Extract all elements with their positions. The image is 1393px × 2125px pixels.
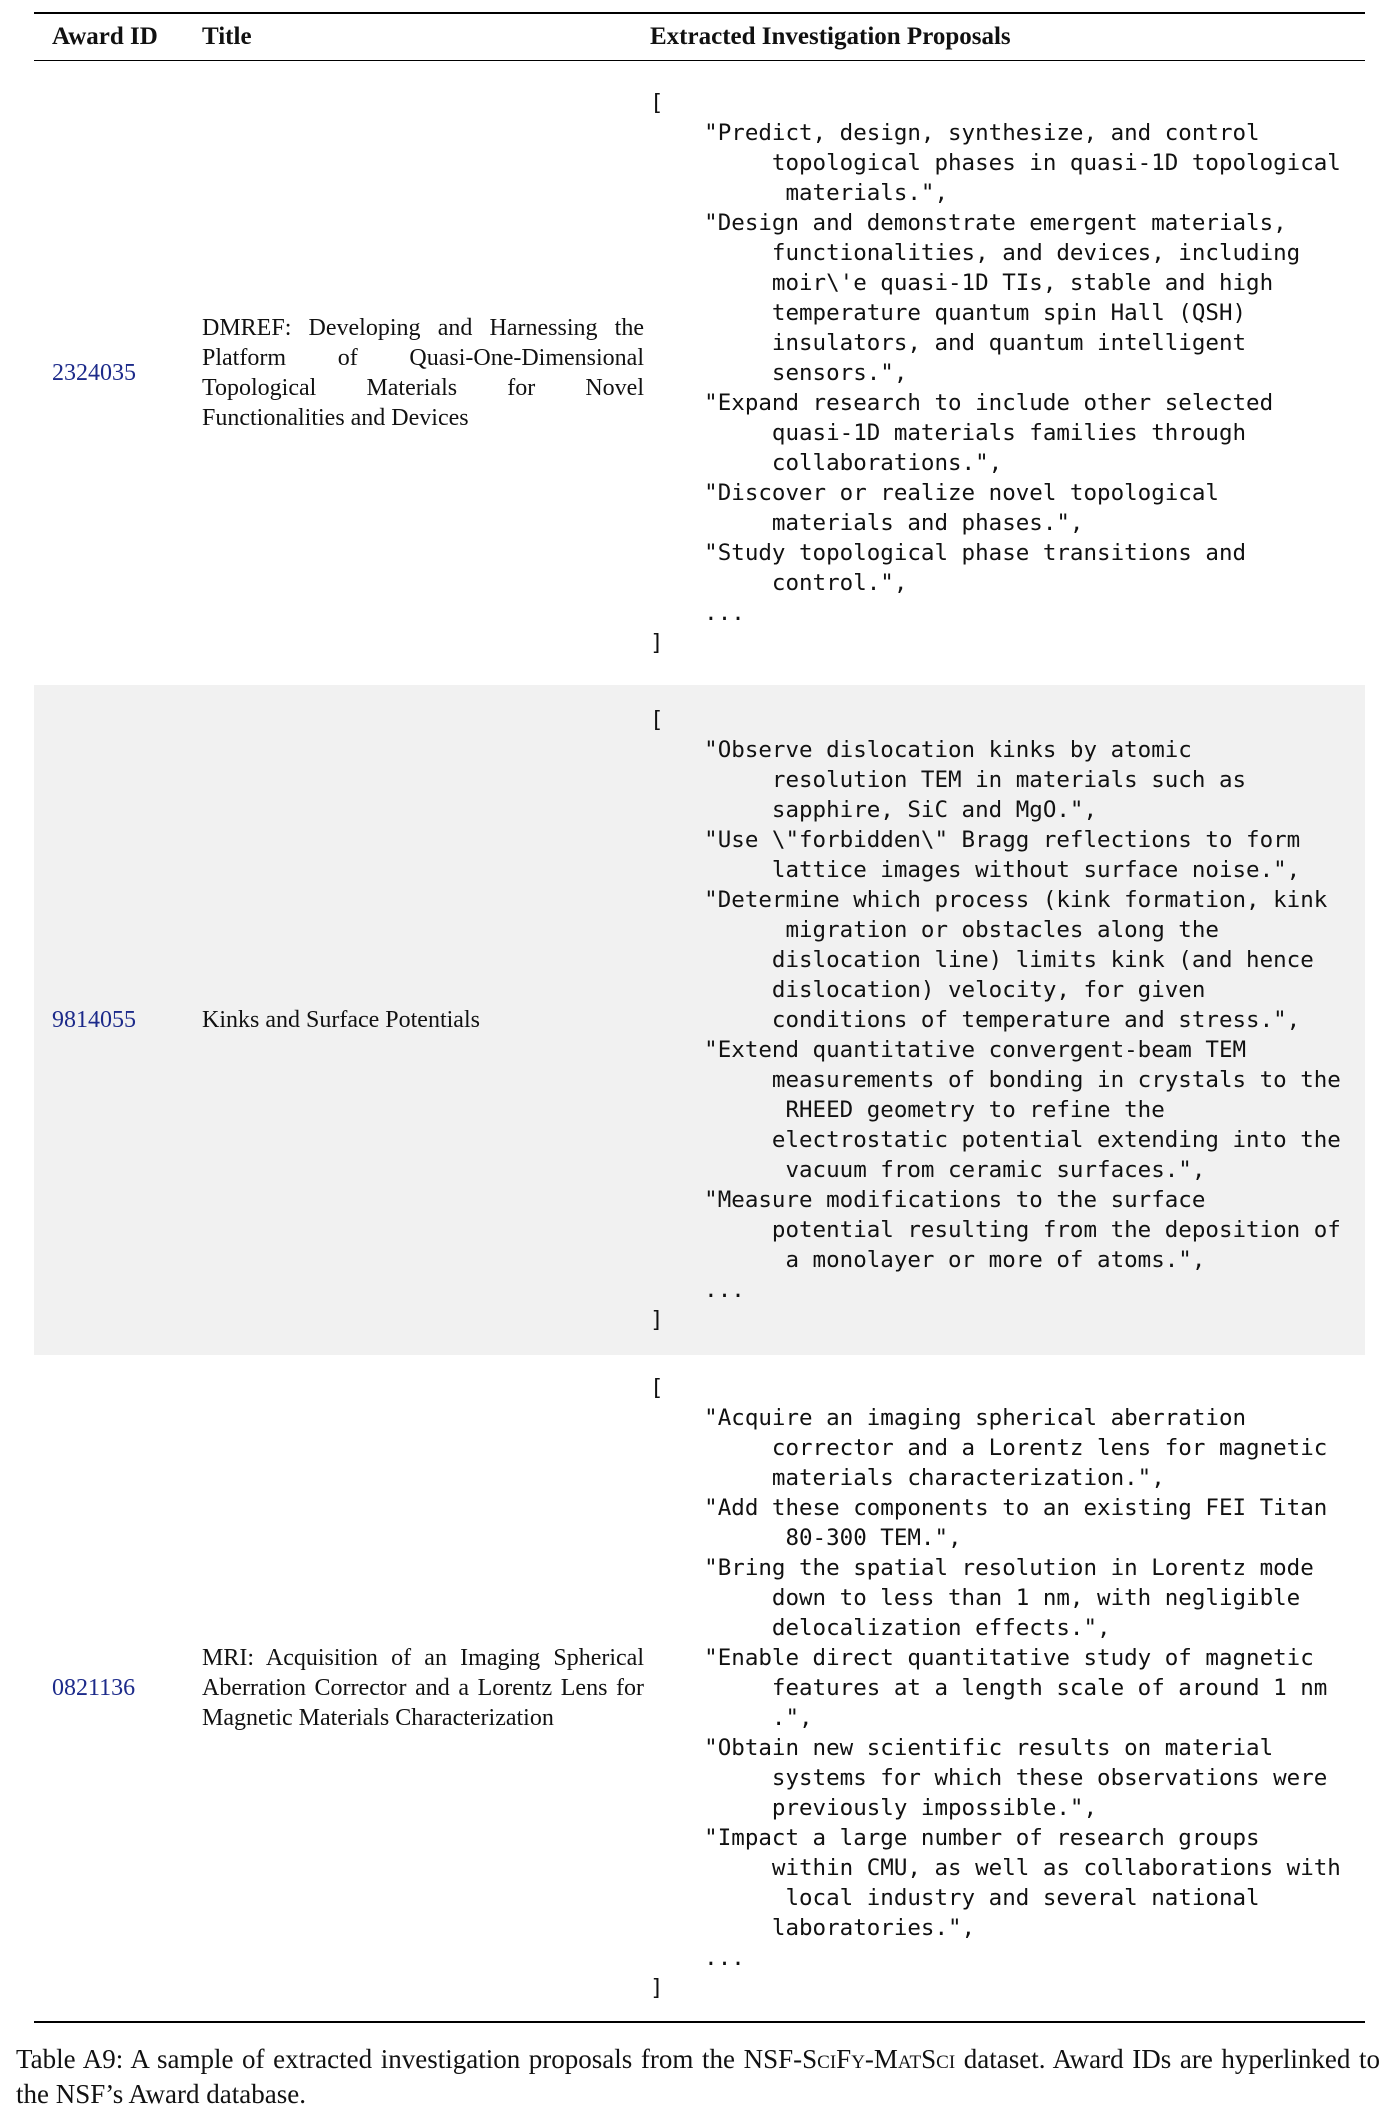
- award-id-cell: [34, 358, 184, 388]
- header-award-id: Award ID: [52, 23, 158, 50]
- award-id-cell: [34, 1673, 184, 1703]
- proposals-cell: [650, 705, 1365, 1335]
- header-title: Title: [202, 23, 252, 50]
- table-row: [34, 685, 1365, 1355]
- table-bottom-rule: [34, 2021, 1365, 2023]
- caption-prefix: Table A9: A sample of extracted investigation proposals from the NSF-: [16, 2044, 803, 2074]
- award-id-link[interactable]: 0821136: [52, 1675, 136, 1701]
- table-caption: [16, 2042, 1380, 2112]
- title-cell: [184, 1643, 650, 1733]
- table-row: [34, 61, 1365, 685]
- table-header-row: [34, 14, 1365, 61]
- title-cell: [184, 313, 650, 433]
- award-title: MRI: Acquisition of an Imaging Spherical Aberration Corrector and a Lorentz Lens for Magnetic Materials Characterization: [202, 1645, 644, 1731]
- award-title: Kinks and Surface Potentials: [202, 1007, 480, 1033]
- proposals-cell: [650, 88, 1365, 658]
- caption-suffix: dataset. Award IDs are hyperlinked to the NSF’s Award database.: [16, 2044, 1380, 2109]
- table-row: [34, 1355, 1365, 2021]
- caption-dataset-name: SciFy-MatSci: [802, 2044, 956, 2074]
- award-id-link[interactable]: 9814055: [52, 1007, 136, 1033]
- proposals-list: [ "Acquire an imaging spherical aberration corrector and a Lorentz lens for magnetic materials characterization.", "Add these components to an existing FEI Titan 80-300 TEM.", "Bring the spatial resolution in Lorentz mode down to less than 1 nm, with negligible delocalization effects.", "Enable direct quantitative study of magnetic features at a length scale of around 1 nm .", "Obtain new scientific results on material systems for which these observations were previously impossible.", "Impact a large number of research groups within CMU, as well as collaborations with local industry and several national laboratories.", ... ]: [650, 1375, 1341, 2001]
- header-proposals: Extracted Investigation Proposals: [650, 23, 1011, 50]
- proposals-list: [ "Observe dislocation kinks by atomic resolution TEM in materials such as sapphire, SiC and MgO.", "Use \"forbidden\" Bragg reflections to form lattice images without surface noise.", "Determine which process (kink formation, kink migration or obstacles along the dislocation line) limits kink (and hence dislocation) velocity, for given conditions of temperature and stress.", "Extend quantitative convergent-beam TEM measurements of bonding in crystals to the RHEED geometry to refine the electrostatic potential extending into the vacuum from ceramic surfaces.", "Measure modifications to the surface potential resulting from the deposition of a monolayer or more of atoms.", ... ]: [650, 707, 1341, 1333]
- title-cell: [184, 1005, 650, 1035]
- award-id-link[interactable]: 2324035: [52, 360, 136, 386]
- proposals-list: [ "Predict, design, synthesize, and control topological phases in quasi-1D topological materials.", "Design and demonstrate emergent materials, functionalities, and devices, including moir\'e quasi-1D TIs, stable and high temperature quantum spin Hall (QSH) insulators, and quantum intelligent sensors.", "Expand research to include other selected quasi-1D materials families through collaborations.", "Discover or realize novel topological materials and phases.", "Study topological phase transitions and control.", ... ]: [650, 90, 1341, 656]
- proposals-table: [34, 12, 1365, 2023]
- award-title: DMREF: Developing and Harnessing the Platform of Quasi-One-Dimensional Topological Materials for Novel Functionalities and Devices: [202, 315, 644, 431]
- proposals-cell: [650, 1373, 1365, 2003]
- award-id-cell: [34, 1005, 184, 1035]
